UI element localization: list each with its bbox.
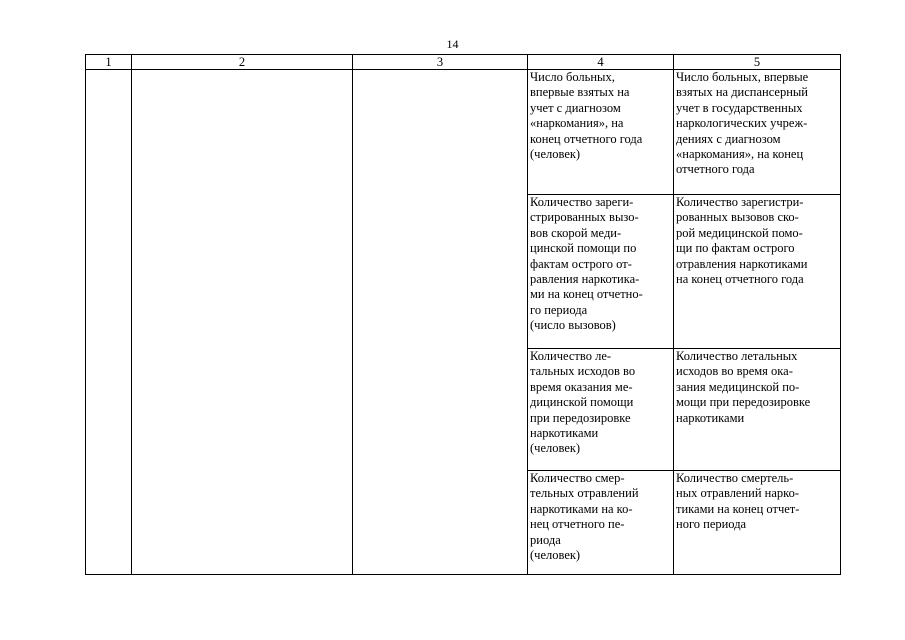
indicator-description-cell: Количество летальных исходов во время ока- зания медицинской по- мощи при передозировке наркотиками [674,349,841,471]
indicator-description-cell: Количество зарегистри- рованных вызовов ско- рой медицинской помо- щи по фактам острого отравления наркотиками на конец отчетного года [674,195,841,349]
column-header: 5 [674,55,841,70]
empty-cell-col2 [132,70,353,575]
indicator-cell: Число больных, впервые взятых на учет с диагнозом «наркомания», на конец отчетного года (человек) [528,70,674,195]
empty-cell-col1 [86,70,132,575]
indicators-table [85,54,841,575]
column-header: 3 [353,55,528,70]
indicator-cell: Количество зареги- стрированных вызо- вов скорой меди- цинской помощи по фактам острого от- равления наркотика- ми на конец отчетно- го периода (число вызовов) [528,195,674,349]
indicator-description-cell: Число больных, впервые взятых на диспансерный учет в государственных наркологических учреж- дениях с диагнозом «наркомания», на конец отчетного года [674,70,841,195]
table-row [86,70,841,195]
empty-cell-col3 [353,70,528,575]
column-header: 2 [132,55,353,70]
column-header: 1 [86,55,132,70]
column-header: 4 [528,55,674,70]
indicator-cell: Количество смер- тельных отравлений наркотиками на ко- нец отчетного пе- риода (человек) [528,471,674,575]
table-header-row [86,55,841,70]
page-number: 14 [446,37,459,51]
indicator-description-cell: Количество смертель- ных отравлений нарко- тиками на конец отчет- ного периода [674,471,841,575]
indicator-cell: Количество ле- тальных исходов во время оказания ме- дицинской помощи при передозировке наркотиками (человек) [528,349,674,471]
